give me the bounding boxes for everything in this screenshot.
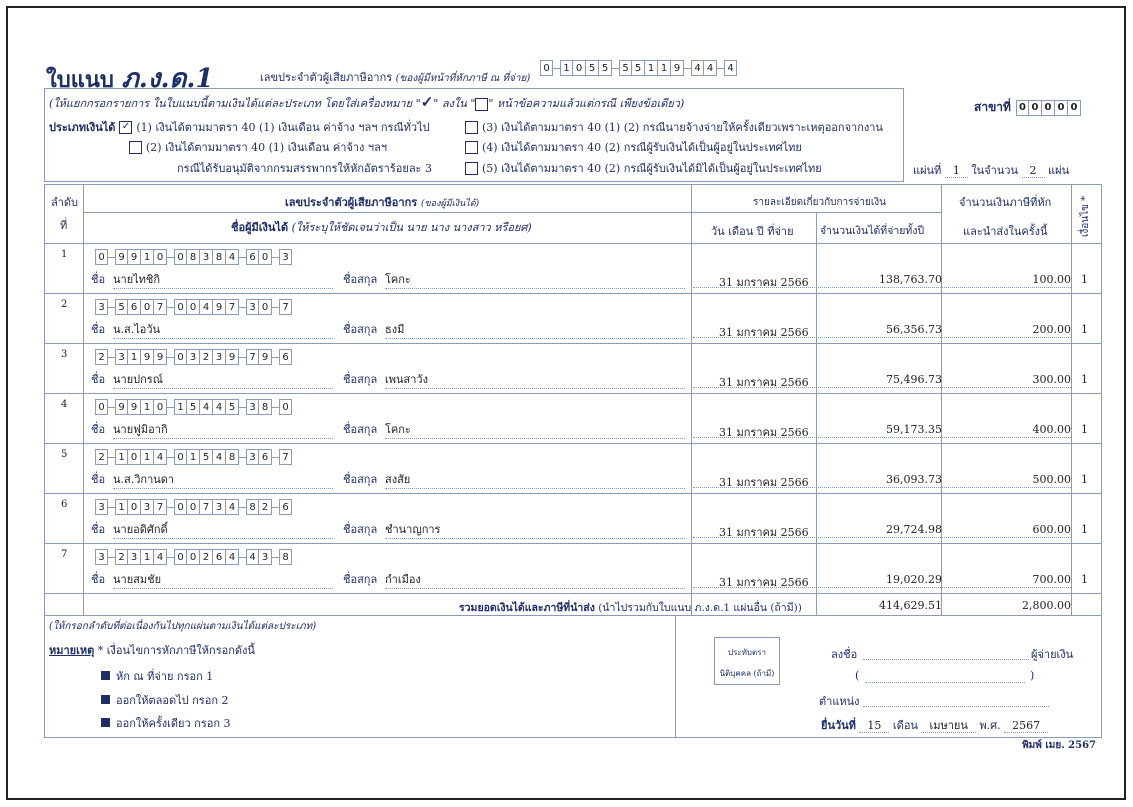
row-underline: [693, 337, 1071, 338]
payer-taxid-digit[interactable]: 0: [540, 60, 553, 76]
digit-separator: [167, 507, 174, 508]
digit-separator: [239, 257, 246, 258]
branch-digit[interactable]: 0: [1029, 100, 1042, 116]
tax-amount: 100.00: [1032, 273, 1071, 286]
row-seq: 5: [61, 449, 68, 460]
table-row: [45, 543, 1101, 593]
payee-taxid-digit[interactable]: 2: [115, 549, 128, 565]
payee-taxid-digit[interactable]: 1: [174, 399, 187, 415]
tax-amount: 200.00: [1032, 323, 1071, 336]
payer-taxid-digit[interactable]: 5: [632, 60, 645, 76]
payee-taxid-digit[interactable]: 1: [115, 499, 128, 515]
payee-taxid-digit[interactable]: 9: [213, 299, 226, 315]
table-row: [45, 443, 1101, 493]
last-name-label: ชื่อสกุล: [343, 523, 378, 536]
payee-taxid-digit[interactable]: 4: [154, 449, 167, 465]
payee-taxid-digit[interactable]: 7: [154, 299, 167, 315]
payee-taxid-digit[interactable]: 4: [200, 299, 213, 315]
payer-taxid-digit[interactable]: 0: [573, 60, 586, 76]
option5-label: (5) เงินได้ตามมาตรา 40 (2) กรณีผู้รับเงินได้มิได้เป็นผู้อยู่ในประเทศไทย: [482, 162, 822, 175]
payee-taxid-digit[interactable]: 7: [279, 449, 292, 465]
row-underline: [693, 437, 1071, 438]
sign-label: ลงชื่อ: [831, 648, 858, 661]
col-seq-header: ลำดับ: [51, 196, 79, 209]
payee-table: [44, 184, 1102, 738]
payee-taxid-digit[interactable]: 4: [246, 549, 259, 565]
first-name-label: ชื่อ: [91, 523, 106, 536]
payee-taxid-digit[interactable]: 0: [279, 399, 292, 415]
option4-label: (4) เงินได้ตามมาตรา 40 (2) กรณีผู้รับเงินได้เป็นผู้อยู่ในประเทศไทย: [482, 141, 802, 154]
tax-amount: 400.00: [1032, 423, 1071, 436]
form-prefix: ใบแนบ: [46, 67, 114, 93]
table-row: [45, 343, 1101, 393]
payee-taxid-digit[interactable]: 0: [141, 299, 154, 315]
payee-taxid-digit[interactable]: 0: [128, 449, 141, 465]
col-cond-header: เงื่อนไข *: [1080, 195, 1091, 237]
payee-taxid-digit[interactable]: 3: [187, 349, 200, 365]
last-name[interactable]: เพนสาวัง: [385, 370, 685, 389]
payee-taxid-digit[interactable]: 7: [279, 299, 292, 315]
tax-amount: 600.00: [1032, 523, 1071, 536]
digit-separator: [167, 257, 174, 258]
payer-taxid-digit[interactable]: 9: [671, 60, 684, 76]
digit-separator: [272, 557, 279, 558]
payee-taxid-digit[interactable]: 3: [246, 399, 259, 415]
company-seal-box: ประทับตรา นิติบุคคล (ถ้ามี): [714, 637, 780, 685]
bullet-icon: [101, 671, 110, 680]
payee-taxid-digit[interactable]: 1: [115, 449, 128, 465]
payee-taxid-digit[interactable]: 9: [141, 349, 154, 365]
paid-amount: 36,093.73: [886, 473, 942, 486]
condition-3: ออกให้ครั้งเดียว กรอก 3: [101, 714, 231, 732]
payee-taxid-digit[interactable]: 0: [95, 399, 108, 415]
row-taxid-boxes[interactable]: [95, 499, 292, 515]
pay-date: 31 มกราคม 2566: [719, 326, 809, 339]
paren-open: (: [855, 669, 860, 682]
condition-code: 1: [1081, 573, 1088, 586]
condition-2: ออกให้ตลอดไป กรอก 2: [101, 691, 228, 709]
col-taxid-header: เลขประจำตัวผู้เสียภาษีอากร (ของผู้มีเงินได้): [285, 196, 480, 209]
form-page: [6, 6, 1126, 800]
row-seq: 4: [61, 399, 68, 410]
payer-taxid-boxes[interactable]: [540, 60, 737, 76]
payee-taxid-digit[interactable]: 6: [128, 299, 141, 315]
condition-code: 1: [1081, 473, 1088, 486]
digit-separator: [239, 407, 246, 408]
filed-date: ยื่นวันที่ 15 เดือน เมษายน พ.ศ. 2567: [821, 716, 1048, 734]
payee-taxid-digit[interactable]: 0: [174, 349, 187, 365]
payee-taxid-digit[interactable]: 0: [174, 449, 187, 465]
payee-taxid-digit[interactable]: 0: [259, 249, 272, 265]
last-name[interactable]: กำเมือง: [385, 570, 685, 589]
payee-taxid-digit[interactable]: 4: [226, 249, 239, 265]
filed-month[interactable]: เมษายน: [921, 719, 975, 733]
option3-row: [465, 118, 883, 136]
option3-label: (3) เงินได้ตามมาตรา 40 (1) (2) กรณีนายจ้างจ่ายให้ครั้งเดียวเพราะเหตุออกจากงาน: [482, 121, 883, 134]
payee-taxid-digit[interactable]: 7: [226, 299, 239, 315]
table-row: [45, 493, 1101, 543]
tax-amount: 500.00: [1032, 473, 1071, 486]
option5-row: [465, 159, 822, 177]
row-underline: [693, 537, 1071, 538]
table-row: [45, 393, 1101, 443]
payee-taxid-digit[interactable]: 8: [279, 549, 292, 565]
pay-date: 31 มกราคม 2566: [719, 276, 809, 289]
row-taxid-boxes[interactable]: [95, 549, 292, 565]
payee-taxid-digit[interactable]: 3: [141, 499, 154, 515]
payee-taxid-digit[interactable]: 1: [141, 399, 154, 415]
digit-separator: [239, 507, 246, 508]
paid-amount: 138,763.70: [879, 273, 942, 286]
first-name-label: ชื่อ: [91, 423, 106, 436]
digit-separator: [167, 457, 174, 458]
payee-taxid-digit[interactable]: 6: [213, 549, 226, 565]
payee-taxid-digit[interactable]: 8: [246, 499, 259, 515]
first-name-label: ชื่อ: [91, 473, 106, 486]
payee-taxid-digit[interactable]: 4: [226, 549, 239, 565]
payee-taxid-digit[interactable]: 0: [95, 249, 108, 265]
income-type-label-row: ประเภทเงินได้ ✓ (1) เงินได้ตามมาตรา 40 (1) เงินเดือน ค่าจ้าง ฯลฯ กรณีทั่วไป: [49, 118, 430, 136]
digit-separator: [272, 307, 279, 308]
condition-code: 1: [1081, 423, 1088, 436]
digit-separator: [167, 357, 174, 358]
payee-taxid-digit[interactable]: 0: [187, 499, 200, 515]
payee-taxid-digit[interactable]: 6: [279, 499, 292, 515]
paid-amount: 19,020.29: [886, 573, 942, 586]
payee-taxid-digit[interactable]: 3: [95, 499, 108, 515]
payer-taxid-digit[interactable]: 5: [619, 60, 632, 76]
condition-code: 1: [1081, 273, 1088, 286]
option1-label: (1) เงินได้ตามมาตรา 40 (1) เงินเดือน ค่าจ้าง ฯลฯ กรณีทั่วไป: [136, 121, 430, 134]
filed-day[interactable]: 15: [859, 719, 889, 733]
digit-separator: [108, 507, 115, 508]
payee-taxid-digit[interactable]: 3: [200, 249, 213, 265]
option2-sub: กรณีได้รับอนุมัติจากกรมสรรพากรให้หักอัตราร้อยละ 3: [177, 162, 432, 175]
condition-1: หัก ณ ที่จ่าย กรอก 1: [101, 667, 213, 685]
branch-digit[interactable]: 0: [1055, 100, 1068, 116]
payee-taxid-digit[interactable]: 8: [259, 399, 272, 415]
last-name-label: ชื่อสกุล: [343, 423, 378, 436]
last-name-label: ชื่อสกุล: [343, 273, 378, 286]
first-name[interactable]: นายฟูมิอากิ: [113, 420, 333, 439]
payee-taxid-digit[interactable]: 0: [174, 249, 187, 265]
pay-date: 31 มกราคม 2566: [719, 376, 809, 389]
col-tax-header2: และนำส่งในครั้งนี้: [963, 225, 1048, 238]
total-sheets[interactable]: 2: [1022, 164, 1045, 178]
paid-amount: 75,496.73: [886, 373, 942, 386]
option1-checkbox[interactable]: ✓: [119, 121, 132, 134]
payee-taxid-digit[interactable]: 3: [95, 549, 108, 565]
option2-checkbox[interactable]: [129, 141, 142, 154]
condition-code: 1: [1081, 373, 1088, 386]
payer-taxid-digit[interactable]: 4: [724, 60, 737, 76]
sample-checkbox: [475, 98, 488, 111]
payer-taxid-digit[interactable]: 5: [586, 60, 599, 76]
digit-separator: [108, 307, 115, 308]
payee-taxid-digit[interactable]: 4: [213, 449, 226, 465]
last-name[interactable]: สงสัย: [385, 470, 685, 489]
payee-taxid-digit[interactable]: 4: [213, 399, 226, 415]
digit-separator: [272, 357, 279, 358]
payer-taxid-digit[interactable]: 1: [560, 60, 573, 76]
digit-separator: [239, 557, 246, 558]
paid-amount: 56,356.73: [886, 323, 942, 336]
tax-amount: 700.00: [1032, 573, 1071, 586]
paid-amount: 29,724.98: [886, 523, 942, 536]
last-name[interactable]: ชำนาญการ: [385, 520, 685, 539]
table-row: [45, 243, 1101, 293]
payee-taxid-digit[interactable]: 1: [187, 449, 200, 465]
payee-taxid-digit[interactable]: 7: [154, 499, 167, 515]
payee-taxid-digit[interactable]: 0: [187, 299, 200, 315]
row-seq: 2: [61, 299, 68, 310]
payee-taxid-digit[interactable]: 9: [115, 399, 128, 415]
payee-taxid-digit[interactable]: 2: [95, 449, 108, 465]
pay-date: 31 มกราคม 2566: [719, 526, 809, 539]
payee-taxid-digit[interactable]: 6: [279, 349, 292, 365]
last-name[interactable]: ธงมี: [385, 320, 685, 339]
payee-taxid-digit[interactable]: 5: [200, 449, 213, 465]
pay-date: 31 มกราคม 2566: [719, 576, 809, 589]
remark: หมายเหตุ * เงื่อนไขการหักภาษีให้กรอกดังนี้: [49, 644, 255, 657]
digit-separator: [167, 557, 174, 558]
first-name[interactable]: น.ส.วิกานดา: [113, 470, 333, 489]
payer-taxid-digit[interactable]: 4: [704, 60, 717, 76]
pay-date: 31 มกราคม 2566: [719, 476, 809, 489]
filed-year[interactable]: 2567: [1004, 719, 1048, 733]
payee-taxid-digit[interactable]: 9: [226, 349, 239, 365]
payee-taxid-digit[interactable]: 0: [128, 499, 141, 515]
option3-checkbox[interactable]: [465, 121, 478, 134]
digit-separator: [272, 457, 279, 458]
row-taxid-boxes[interactable]: [95, 249, 292, 265]
payee-taxid-digit[interactable]: 3: [115, 349, 128, 365]
payee-taxid-digit[interactable]: 1: [141, 449, 154, 465]
branch-digit[interactable]: 0: [1068, 100, 1081, 116]
option2-label: (2) เงินได้ตามมาตรา 40 (1) เงินเดือน ค่าจ้าง ฯลฯ: [146, 141, 387, 154]
payee-taxid-digit[interactable]: 4: [154, 549, 167, 565]
payee-taxid-digit[interactable]: 0: [174, 499, 187, 515]
col-detail-header: รายละเอียดเกี่ยวกับการจ่ายเงิน: [753, 197, 886, 208]
digit-separator: [108, 257, 115, 258]
last-name-label: ชื่อสกุล: [343, 373, 378, 386]
digit-separator: [239, 457, 246, 458]
instruction-line: (ให้แยกกรอกรายการ ในใบแนบนี้ตามเงินได้แต่ละประเภท โดยใส่เครื่องหมาย "✓" ลงใน " " หน้าข้อความแล้วแต่กรณี เพียงข้อเดียว): [49, 93, 685, 111]
sheet-number[interactable]: 1: [945, 164, 968, 178]
payee-taxid-digit[interactable]: 2: [200, 549, 213, 565]
first-name[interactable]: นายสมชัย: [113, 570, 333, 589]
payee-taxid-digit[interactable]: 1: [128, 349, 141, 365]
digit-separator: [108, 357, 115, 358]
payee-taxid-digit[interactable]: 6: [246, 249, 259, 265]
payee-taxid-digit[interactable]: 0: [187, 549, 200, 565]
condition-code: 1: [1081, 323, 1088, 336]
row-underline: [693, 387, 1071, 388]
payee-taxid-digit[interactable]: 0: [154, 249, 167, 265]
sheet-counter: แผ่นที่ 1 ในจำนวน 2 แผ่น: [913, 164, 1070, 177]
form-code: ภ.ง.ด.1: [121, 64, 214, 94]
digit-separator: [272, 257, 279, 258]
payer-taxid-digit[interactable]: 5: [599, 60, 612, 76]
tax-amount: 300.00: [1032, 373, 1071, 386]
paren-close: ): [1030, 669, 1035, 682]
row-seq: 3: [61, 349, 68, 360]
signature-line[interactable]: [863, 659, 1029, 660]
payee-taxid-digit[interactable]: 5: [226, 399, 239, 415]
row-seq: 6: [61, 499, 68, 510]
payee-taxid-digit[interactable]: 2: [95, 349, 108, 365]
payee-taxid-digit[interactable]: 2: [259, 499, 272, 515]
payee-taxid-digit[interactable]: 4: [226, 499, 239, 515]
last-name[interactable]: โคกะ: [385, 420, 685, 439]
footer-note: (ให้กรอกลำดับที่ต่อเนื่องกันไปทุกแผ่นตามเงินได้แต่ละประเภท): [49, 621, 317, 632]
payee-taxid-digit[interactable]: 9: [115, 249, 128, 265]
digit-separator: [108, 457, 115, 458]
payee-taxid-digit[interactable]: 0: [259, 299, 272, 315]
digit-separator: [108, 407, 115, 408]
col-seq-header2: ที่: [60, 219, 68, 232]
branch-number: สาขาที่ 0 0 0 0 0: [974, 98, 1081, 117]
position-label: ตำแหน่ง: [819, 695, 860, 708]
option4-row: [465, 138, 802, 156]
digit-separator: [717, 68, 724, 69]
payee-taxid-digit[interactable]: 3: [279, 249, 292, 265]
payer-label: ผู้จ่ายเงิน: [1031, 648, 1074, 661]
payee-taxid-digit[interactable]: 3: [246, 299, 259, 315]
payee-taxid-digit[interactable]: 1: [141, 249, 154, 265]
printed-date: พิมพ์ เมย. 2567: [1022, 740, 1096, 751]
last-name-label: ชื่อสกุล: [343, 323, 378, 336]
payee-taxid-digit[interactable]: 5: [187, 399, 200, 415]
payee-taxid-digit[interactable]: 3: [246, 449, 259, 465]
row-taxid-boxes[interactable]: [95, 299, 292, 315]
payee-taxid-digit[interactable]: 0: [154, 399, 167, 415]
col-date-header: วัน เดือน ปี ที่จ่าย: [711, 225, 794, 238]
payer-taxid-label: เลขประจำตัวผู้เสียภาษีอากร (ของผู้มีหน้าที่หักภาษี ณ ที่จ่าย): [260, 71, 531, 84]
payer-taxid-digit[interactable]: 4: [691, 60, 704, 76]
last-name-label: ชื่อสกุล: [343, 573, 378, 586]
payee-taxid-digit[interactable]: 9: [128, 249, 141, 265]
payee-taxid-digit[interactable]: 8: [226, 449, 239, 465]
row-taxid-boxes[interactable]: [95, 349, 292, 365]
digit-separator: [553, 68, 560, 69]
digit-separator: [684, 68, 691, 69]
digit-separator: [612, 68, 619, 69]
payee-taxid-digit[interactable]: 8: [187, 249, 200, 265]
row-underline: [693, 587, 1071, 588]
position-line[interactable]: [863, 706, 1049, 707]
option5-checkbox[interactable]: [465, 162, 478, 175]
payer-taxid-digit[interactable]: 1: [658, 60, 671, 76]
branch-digit[interactable]: 0: [1042, 100, 1055, 116]
row-taxid-boxes[interactable]: [95, 449, 292, 465]
signer-name-line[interactable]: [865, 682, 1025, 683]
payee-taxid-digit[interactable]: 7: [200, 499, 213, 515]
payee-taxid-digit[interactable]: 3: [213, 499, 226, 515]
payee-taxid-digit[interactable]: 0: [174, 299, 187, 315]
pay-date: 31 มกราคม 2566: [719, 426, 809, 439]
paid-amount: 59,173.35: [886, 423, 942, 436]
last-name-label: ชื่อสกุล: [343, 473, 378, 486]
payee-taxid-digit[interactable]: 3: [213, 349, 226, 365]
digit-separator: [108, 557, 115, 558]
row-seq: 7: [61, 549, 68, 560]
col-amount-header: จำนวนเงินได้ที่จ่ายทั้งปี: [820, 225, 925, 237]
payee-taxid-digit[interactable]: 3: [259, 549, 272, 565]
digit-separator: [167, 407, 174, 408]
bullet-icon: [101, 718, 110, 727]
first-name[interactable]: น.ส.ไอวัน: [113, 320, 333, 339]
payee-taxid-digit[interactable]: 3: [95, 299, 108, 315]
total-amount: 414,629.51: [879, 599, 942, 612]
digit-separator: [239, 357, 246, 358]
first-name[interactable]: นายอดิศักดิ์: [113, 520, 333, 539]
row-seq: 1: [61, 249, 68, 260]
col-tax-header: จำนวนเงินภาษีที่หัก: [959, 196, 1052, 209]
option4-checkbox[interactable]: [465, 141, 478, 154]
first-name-label: ชื่อ: [91, 273, 106, 286]
last-name[interactable]: โคกะ: [385, 270, 685, 289]
payee-taxid-digit[interactable]: 9: [128, 399, 141, 415]
col-name-header: ชื่อผู้มีเงินได้ (ให้ระบุให้ชัดเจนว่าเป็น นาย นาง นางสาว หรือยศ): [231, 221, 532, 234]
payee-taxid-digit[interactable]: 4: [200, 399, 213, 415]
payee-taxid-digit[interactable]: 2: [200, 349, 213, 365]
payee-taxid-digit[interactable]: 7: [246, 349, 259, 365]
condition-code: 1: [1081, 523, 1088, 536]
income-type-section: [44, 88, 904, 182]
payee-taxid-digit[interactable]: 3: [128, 549, 141, 565]
payee-taxid-digit[interactable]: 1: [141, 549, 154, 565]
first-name-label: ชื่อ: [91, 373, 106, 386]
digit-separator: [167, 307, 174, 308]
digit-separator: [272, 507, 279, 508]
row-taxid-boxes[interactable]: [95, 399, 292, 415]
branch-boxes[interactable]: [1016, 100, 1081, 116]
payee-taxid-digit[interactable]: 9: [259, 349, 272, 365]
branch-digit[interactable]: 0: [1016, 100, 1029, 116]
first-name-label: ชื่อ: [91, 323, 106, 336]
bullet-icon: [101, 695, 110, 704]
first-name[interactable]: นายปกรณ์: [113, 370, 333, 389]
payee-taxid-digit[interactable]: 5: [115, 299, 128, 315]
payee-taxid-digit[interactable]: 6: [259, 449, 272, 465]
row-underline: [693, 487, 1071, 488]
digit-separator: [239, 307, 246, 308]
option2-row: [129, 138, 387, 156]
row-underline: [693, 287, 1071, 288]
table-row: [45, 293, 1101, 343]
total-label: รวมยอดเงินได้และภาษีที่นำส่ง (นำไปรวมกับใบแนบ ภ.ง.ด.1 แผ่นอื่น (ถ้ามี)): [459, 602, 802, 614]
total-tax: 2,800.00: [1022, 599, 1071, 612]
payee-taxid-digit[interactable]: 0: [174, 549, 187, 565]
payee-taxid-digit[interactable]: 8: [213, 249, 226, 265]
first-name[interactable]: นายไทชิกิ: [113, 270, 333, 289]
first-name-label: ชื่อ: [91, 573, 106, 586]
digit-separator: [272, 407, 279, 408]
payer-taxid-digit[interactable]: 1: [645, 60, 658, 76]
payee-taxid-digit[interactable]: 9: [154, 349, 167, 365]
